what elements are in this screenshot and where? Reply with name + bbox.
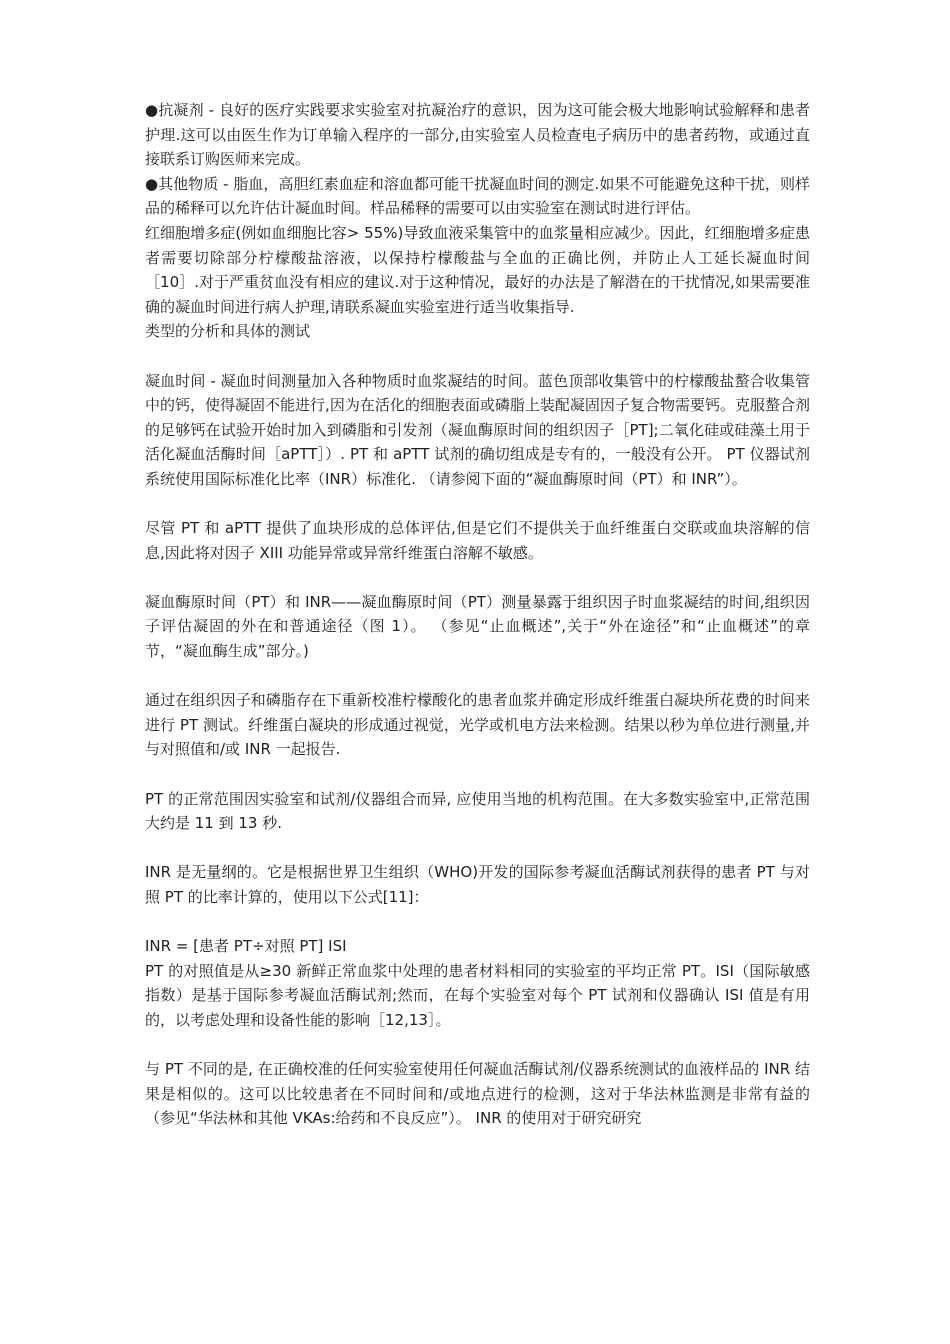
paragraph-pt-and-inr: 凝血酶原时间（PT）和 INR——凝血酶原时间（PT）测量暴露于组织因子时血浆凝结的时间,组织因子评估凝固的外在和普通途径（图 1）。 （参见“止血概述”,关于“外在途径”和“止血概述”的章节，“凝血酶生成”部分。) (145, 592, 810, 661)
paragraph-pt-normal-range: PT 的正常范围因实验室和试剂/仪器组合而异, 应使用当地的机构范围。在大多数实验室中,正常范围大约是 11 到 13 秒. (145, 789, 810, 833)
section-heading: 类型的分析和具体的测试 (145, 322, 311, 341)
blank-line (145, 492, 810, 517)
blank-line (145, 344, 810, 369)
blank-line (145, 836, 810, 861)
blank-line (145, 762, 810, 787)
document-page (145, 98, 810, 1131)
blank-line (145, 565, 810, 590)
blank-line (145, 910, 810, 935)
paragraph-anticoagulants: ●抗凝剂 - 良好的医疗实践要求实验室对抗凝治疗的意识，因为这可能会极大地影响试验解释和患者护理.这可以由医生作为订单输入程序的一部分,由实验室人员检查电子病历中的患者药物，或通过直接联系订购医师来完成。 (145, 101, 810, 169)
blank-line (145, 664, 810, 689)
paragraph-control-value-isi: PT 的对照值是从≥30 新鲜正常血浆中处理的患者材料相同的实验室的平均正常 PT。ISI（国际敏感指数）是基于国际参考凝血活酶试剂;然而，在每个实验室对每个 PT 试剂和仪器确认 ISI 值是有用的，以考虑处理和设备性能的影响［12,13］。 (145, 961, 810, 1029)
blank-line (145, 1033, 810, 1058)
paragraph-inr-definition: INR 是无量纲的。它是根据世界卫生组织（WHO)开发的国际参考凝血活酶试剂获得的患者 PT 与对照 PT 的比率计算的，使用以下公式[11]： (145, 863, 810, 906)
paragraph-pt-test-method: 通过在组织因子和磷脂存在下重新校准柠檬酸化的患者血浆并确定形成纤维蛋白凝块所花费的时间来进行 PT 测试。纤维蛋白凝块的形成通过视觉，光学或机电方法来检测。结果以秒为单位进行测量,并与对照值和/或 INR 一起报告. (145, 691, 810, 759)
paragraph-polycythemia: 红细胞增多症(例如血细胞比容> 55%)导致血液采集管中的血浆量相应减少。因此，红细胞增多症患者需要切除部分柠檬酸盐溶液，以保持柠檬酸盐与全血的正确比例，并防止人工延长凝血时间［10］.对于严重贫血没有相应的建议.对于这种情况，最好的办法是了解潜在的干扰情况,如果需要准确的凝血时间进行病人护理,请联系凝血实验室进行适当收集指导. (145, 223, 810, 316)
paragraph-clotting-time: 凝血时间 - 凝血时间测量加入各种物质时血浆凝结的时间。蓝色顶部收集管中的柠檬酸盐螯合收集管中的钙，使得凝固不能进行,因为在活化的细胞表面或磷脂上装配凝固因子复合物需要钙。克服螯合剂的足够钙在试验开始时加入到磷脂和引发剂（凝血酶原时间的组织因子［PT];二氧化硅或硅藻土用于活化凝血活酶时间［aPTT］）. PT 和 aPTT 试剂的确切组成是专有的，一般没有公开。 PT 仪器试剂系统使用国际标准化比率（INR）标准化. （请参阅下面的“凝血酶原时间（PT）和 INR”）。 (145, 371, 810, 488)
inr-formula: INR = [患者 PT÷对照 PT] ISI (145, 937, 347, 956)
paragraph-other-substances: ●其他物质 - 脂血，高胆红素血症和溶血都可能干扰凝血时间的测定.如果不可能避免这种干扰，则样品的稀释可以允许估计凝血时间。样品稀释的需要可以由实验室在测试时进行评估。 (145, 174, 810, 218)
paragraph-inr-comparison: 与 PT 不同的是, 在正确校准的任何实验室使用任何凝血活酶试剂/仪器系统测试的血液样品的 INR 结果是相似的。这可以比较患者在不同时间和/或地点进行的检测，这对于华法林监测是非常有益的（参见“华法林和其他 VKAs:给药和不良反应”）。 INR 的使用对于研究研究 (145, 1060, 810, 1128)
paragraph-pt-aptt-limits: 尽管 PT 和 aPTT 提供了血块形成的总体评估,但是它们不提供关于血纤维蛋白交联或血块溶解的信息,因此将对因子 XIII 功能异常或异常纤维蛋白溶解不敏感。 (145, 519, 810, 562)
